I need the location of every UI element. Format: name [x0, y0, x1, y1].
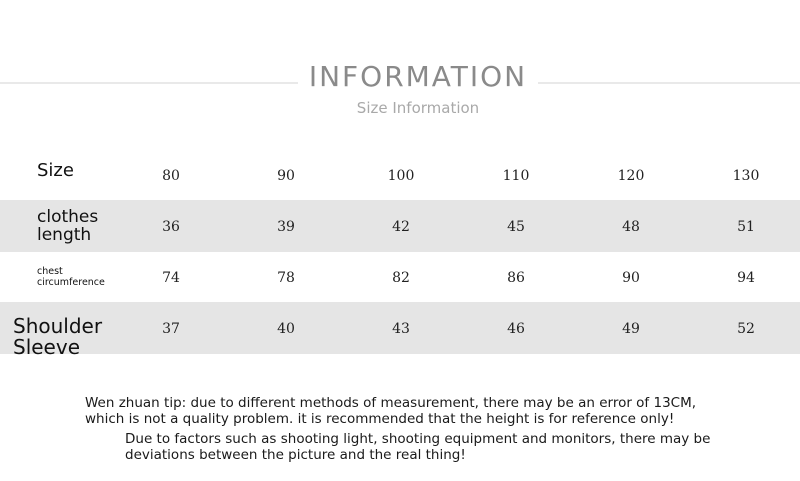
- table-cell: 94: [737, 270, 755, 286]
- table-cell: 42: [392, 219, 410, 235]
- tip-line: which is not a quality problem. it is recommended that the height is for reference only!: [85, 411, 675, 427]
- disclaimer-line: Due to factors such as shooting light, shooting equipment and monitors, there may be: [125, 431, 711, 447]
- table-cell: 80: [162, 168, 180, 184]
- table-cell: 110: [502, 168, 530, 184]
- table-row-clothes-length: [0, 200, 800, 252]
- photo-disclaimer: [125, 431, 710, 463]
- table-cell: 120: [617, 168, 645, 184]
- table-row-chest-circumference: [0, 252, 800, 302]
- measurement-tip: [85, 395, 696, 427]
- row-label-line: circumference: [37, 277, 105, 288]
- table-cell: 52: [737, 321, 755, 337]
- row-label-shoulder-sleeve: [13, 316, 102, 358]
- row-label-line: length: [37, 224, 92, 245]
- table-cell: 51: [737, 219, 755, 235]
- table-cell: 43: [392, 321, 410, 337]
- row-label-size: Size: [37, 160, 74, 181]
- table-cell: 90: [277, 168, 295, 184]
- page-subtitle: Size Information: [356, 99, 480, 117]
- table-cell: 46: [507, 321, 525, 337]
- header-divider-right: [538, 82, 800, 84]
- table-cell: 45: [507, 219, 525, 235]
- table-cell: 78: [277, 270, 295, 286]
- table-cell: 37: [162, 321, 180, 337]
- disclaimer-line: deviations between the picture and the real thing!: [125, 447, 466, 463]
- table-cell: 82: [392, 270, 410, 286]
- row-label-chest-circumference: [37, 266, 105, 288]
- row-label-line: clothes: [37, 207, 99, 227]
- row-label-line: chest: [37, 266, 63, 277]
- table-row-size: [0, 150, 800, 200]
- table-cell: 48: [622, 219, 640, 235]
- page-title: INFORMATION: [308, 60, 528, 93]
- table-cell: 49: [622, 321, 640, 337]
- tip-line: Wen zhuan tip: due to different methods of measurement, there may be an error of 13CM,: [85, 395, 697, 411]
- row-label-clothes-length: [37, 209, 98, 245]
- table-cell: 130: [732, 168, 760, 184]
- table-cell: 86: [507, 270, 525, 286]
- table-cell: 74: [162, 270, 180, 286]
- header-divider-left: [0, 82, 298, 84]
- row-label-line: Shoulder: [13, 314, 103, 338]
- table-cell: 40: [277, 321, 295, 337]
- row-label-line: Sleeve: [13, 335, 81, 359]
- table-cell: 100: [387, 168, 415, 184]
- table-cell: 90: [622, 270, 640, 286]
- table-cell: 36: [162, 219, 180, 235]
- table-row-shoulder-sleeve: [0, 302, 800, 359]
- table-cell: 39: [277, 219, 295, 235]
